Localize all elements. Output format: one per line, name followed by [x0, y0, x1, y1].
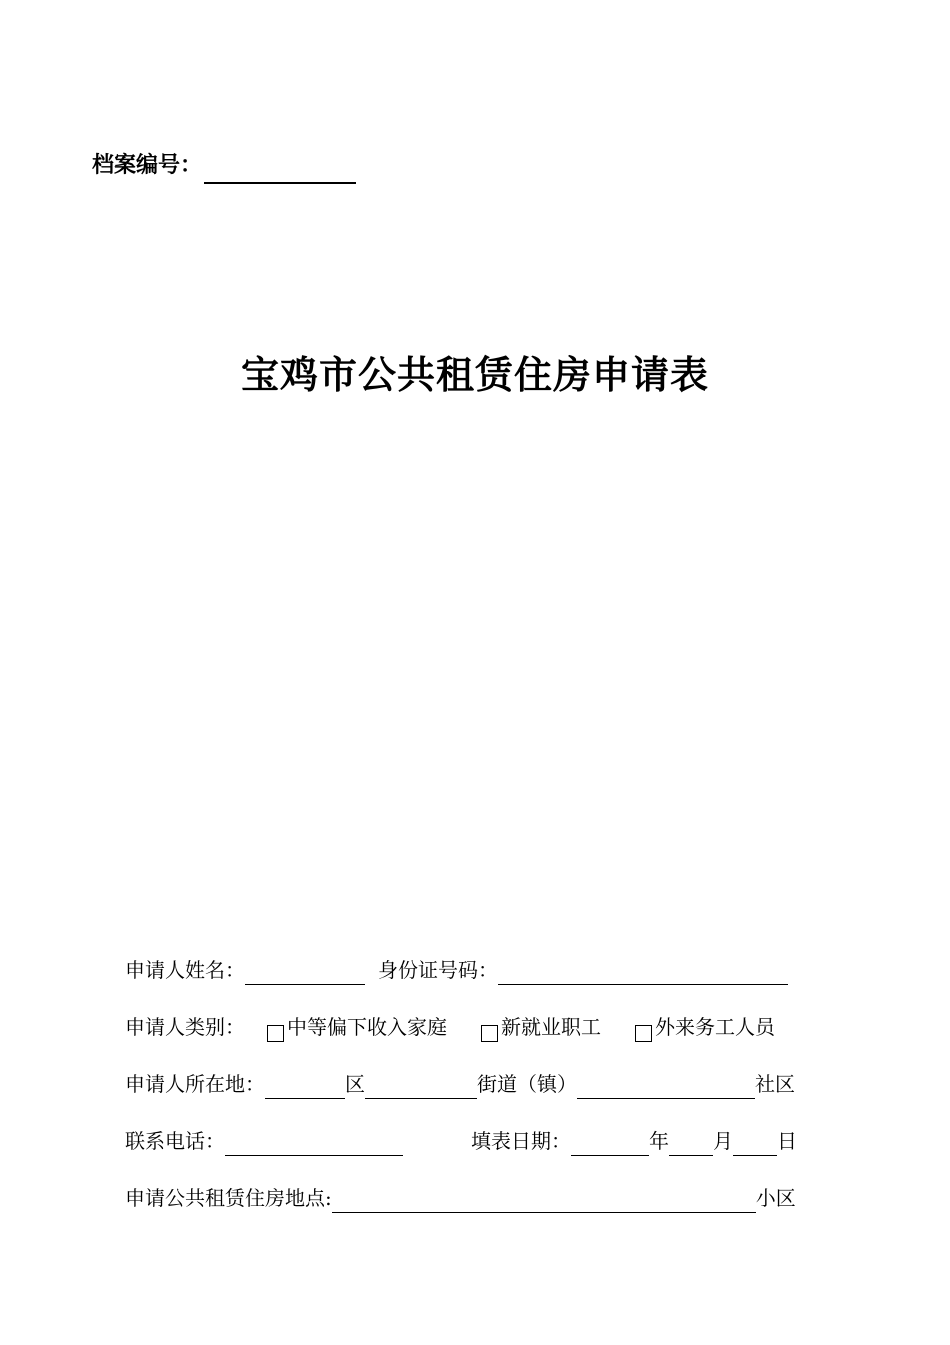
district-field[interactable] — [265, 1074, 345, 1099]
row-housing — [125, 1183, 796, 1213]
row-name-id — [125, 955, 788, 985]
category-label: 申请人类别： — [125, 1015, 245, 1039]
community-suffix: 社区 — [755, 1072, 795, 1096]
archive-number — [92, 148, 356, 184]
archive-number-label: 档案编号： — [92, 153, 203, 178]
category-option-migrant-worker[interactable]: 外来务工人员 — [635, 1012, 775, 1042]
category-option-new-employee[interactable]: 新就业职工 — [481, 1012, 601, 1042]
phone-field[interactable] — [225, 1131, 403, 1156]
id-number-field[interactable] — [498, 960, 788, 985]
row-category — [125, 1012, 775, 1042]
name-field[interactable] — [245, 960, 365, 985]
day-suffix: 日 — [777, 1129, 797, 1153]
location-label: 申请人所在地： — [125, 1072, 265, 1096]
archive-number-field[interactable] — [204, 156, 356, 184]
checkbox-icon — [267, 1025, 284, 1042]
street-field[interactable] — [365, 1074, 477, 1099]
checkbox-icon — [481, 1025, 498, 1042]
category-option-low-income[interactable]: 中等偏下收入家庭 — [267, 1012, 447, 1042]
year-suffix: 年 — [649, 1129, 669, 1153]
row-location — [125, 1069, 795, 1099]
street-suffix: 街道（镇） — [477, 1072, 577, 1096]
year-field[interactable] — [571, 1131, 649, 1156]
housing-label: 申请公共租赁住房地点: — [125, 1186, 332, 1210]
housing-field[interactable] — [332, 1188, 756, 1213]
community-field[interactable] — [577, 1074, 755, 1099]
month-suffix: 月 — [713, 1129, 733, 1153]
district-suffix: 区 — [345, 1072, 365, 1096]
phone-label: 联系电话： — [125, 1129, 225, 1153]
date-label: 填表日期： — [471, 1129, 571, 1153]
row-phone-date — [125, 1126, 797, 1156]
page-title: 宝鸡市公共租赁住房申请表 — [240, 352, 709, 397]
month-field[interactable] — [669, 1131, 713, 1156]
id-label: 身份证号码： — [378, 958, 498, 982]
checkbox-icon — [635, 1025, 652, 1042]
name-label: 申请人姓名： — [125, 958, 245, 982]
day-field[interactable] — [733, 1131, 777, 1156]
housing-suffix: 小区 — [755, 1186, 796, 1210]
